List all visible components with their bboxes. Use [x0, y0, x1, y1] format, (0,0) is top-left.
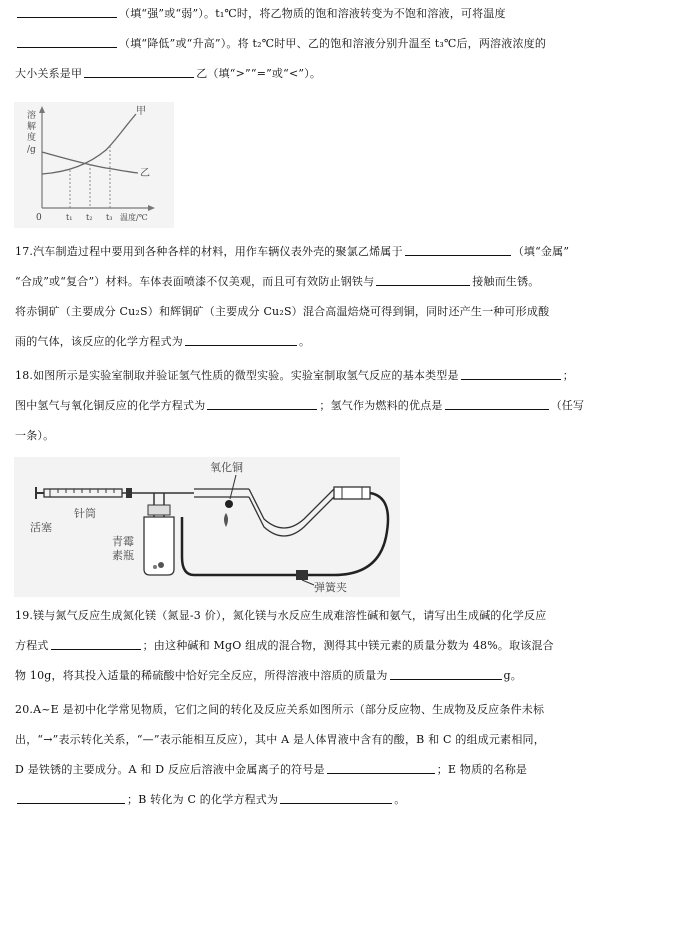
- q20-line-3: [15, 762, 675, 778]
- label-vial: 素瓶: [112, 549, 134, 562]
- answer-blank[interactable]: [405, 244, 511, 256]
- q17-text: 雨的气体，该反应的化学方程式为: [15, 335, 183, 348]
- answer-blank[interactable]: [445, 398, 549, 410]
- x-axis-label: 温度/℃: [120, 213, 148, 222]
- q16-line-2: [15, 36, 675, 52]
- answer-blank[interactable]: [84, 66, 194, 78]
- q18-text: 图中氢气与氧化铜反应的化学方程式为: [15, 399, 206, 412]
- q17-text: 接触而生锈。: [472, 275, 540, 288]
- q17-line-3: [15, 304, 675, 320]
- q16-text: （填“降低”或“升高”）。将 t₂℃时甲、乙的饱和溶液分别升温至 t₃℃后，两溶液浓度的: [119, 37, 547, 50]
- answer-blank[interactable]: [376, 274, 470, 286]
- curve-label-yi: 乙: [140, 168, 150, 179]
- q18-text: ；氢气作为燃料的优点是: [319, 399, 443, 412]
- solubility-graph: [14, 102, 174, 228]
- valve-icon: [126, 488, 132, 498]
- q18-line-1: [15, 368, 675, 384]
- q18-text: 一条）。: [15, 429, 55, 442]
- hydrogen-apparatus-figure: [14, 457, 400, 597]
- q20-text: ；B 转化为 C 的化学方程式为: [127, 793, 279, 806]
- y-axis-label: 度: [27, 133, 37, 143]
- q16-text: 大小关系是甲: [15, 67, 83, 80]
- q20-line-4: [15, 792, 675, 808]
- q19-line-3: [15, 668, 675, 684]
- origin-label: 0: [36, 213, 42, 223]
- q20-text: D 是铁锈的主要成分。A 和 D 反应后溶液中金属离子的符号是: [15, 763, 325, 776]
- answer-blank[interactable]: [327, 762, 435, 774]
- penicillin-vial: [144, 505, 174, 575]
- q19-line-1: [15, 608, 675, 624]
- q19-text: g。: [503, 669, 522, 682]
- q19-text: 物 10g，将其投入适量的稀硫酸中恰好完全反应，所得溶液中溶质的质量为: [15, 669, 388, 682]
- answer-blank[interactable]: [51, 638, 141, 650]
- q18-line-2: [15, 398, 675, 414]
- y-axis-label: 解: [27, 122, 37, 132]
- answer-blank[interactable]: [461, 368, 561, 380]
- curve-label-jia: 甲: [136, 106, 146, 117]
- y-axis-label: 溶: [27, 111, 37, 121]
- q17-line-2: [15, 274, 675, 290]
- label-piston: 活塞: [30, 521, 52, 534]
- copper-oxide-sample: [225, 500, 233, 508]
- answer-blank[interactable]: [280, 792, 392, 804]
- q16-text: （填“强”或“弱”）。t₁℃时，将乙物质的饱和溶液转变为不饱和溶液，可将温度: [119, 7, 506, 20]
- q18-text: ；: [562, 369, 574, 382]
- q17-text: 17.汽车制造过程中要用到各种各样的材料，用作车辆仪表外壳的聚氯乙烯属于: [15, 245, 403, 258]
- q20-text: 20.A~E 是初中化学常见物质，它们之间的转化及反应关系如图所示（部分反应物、生成物及反应条件未标: [15, 703, 545, 716]
- q18-text: 18.如图所示是实验室制取并验证氢气性质的微型实验。实验室制取氢气反应的基本类型是: [15, 369, 459, 382]
- y-axis-label: /g: [27, 145, 36, 155]
- q19-text: 19.镁与氮气反应生成氮化镁（氮显-3 价），氮化镁与水反应生成难溶性碱和氨气，请写出生成碱的化学反应: [15, 609, 547, 622]
- q17-text: 。: [299, 335, 311, 348]
- q17-text: （填“金属”: [512, 245, 570, 258]
- answer-blank[interactable]: [17, 6, 117, 18]
- q18-text: （任写: [550, 399, 585, 412]
- q20-text: ；E 物质的名称是: [436, 763, 528, 776]
- q17-line-1: [15, 244, 675, 260]
- q20-line-1: [15, 702, 675, 718]
- q16-line-1: [15, 6, 675, 22]
- answer-blank[interactable]: [17, 792, 125, 804]
- label-copper-oxide: 氧化铜: [210, 461, 243, 474]
- q19-text: 方程式: [15, 639, 49, 652]
- label-vial: 青霉: [112, 535, 134, 548]
- answer-blank[interactable]: [17, 36, 117, 48]
- answer-blank[interactable]: [185, 334, 297, 346]
- q16-text: 乙（填“>”“=”或“<”）。: [196, 67, 322, 80]
- label-syringe: 针筒: [74, 507, 96, 520]
- q20-line-2: [15, 732, 675, 748]
- spring-clamp: [296, 570, 308, 580]
- q17-text: “合成”或“复合”）材料。车体表面喷漆不仅美观，而且可有效防止钢铁与: [15, 275, 375, 288]
- q19-line-2: [15, 638, 675, 654]
- q16-line-3: [15, 66, 675, 82]
- q19-text: ；由这种碱和 MgO 组成的混合物，测得其中镁元素的质量分数为 48%。取该混合: [142, 639, 554, 652]
- tick-label: t₂: [86, 213, 93, 222]
- tick-label: t₃: [106, 213, 113, 222]
- q20-text: 出，“→”表示转化关系，“—”表示能相互反应），其中 A 是人体胃液中含有的酸，B 和 C 的组成元素相同，: [15, 733, 545, 746]
- answer-blank[interactable]: [390, 668, 502, 680]
- label-clamp: 弹簧夹: [314, 581, 347, 594]
- q18-line-3: [15, 428, 675, 444]
- q20-text: 。: [394, 793, 406, 806]
- answer-blank[interactable]: [207, 398, 317, 410]
- tick-label: t₁: [66, 213, 73, 222]
- q17-text: 将赤铜矿（主要成分 Cu₂S）和辉铜矿（主要成分 Cu₂S）混合高温焙烧可得到铜，同时还产生一种可形成酸: [15, 305, 550, 318]
- q17-line-4: [15, 334, 675, 350]
